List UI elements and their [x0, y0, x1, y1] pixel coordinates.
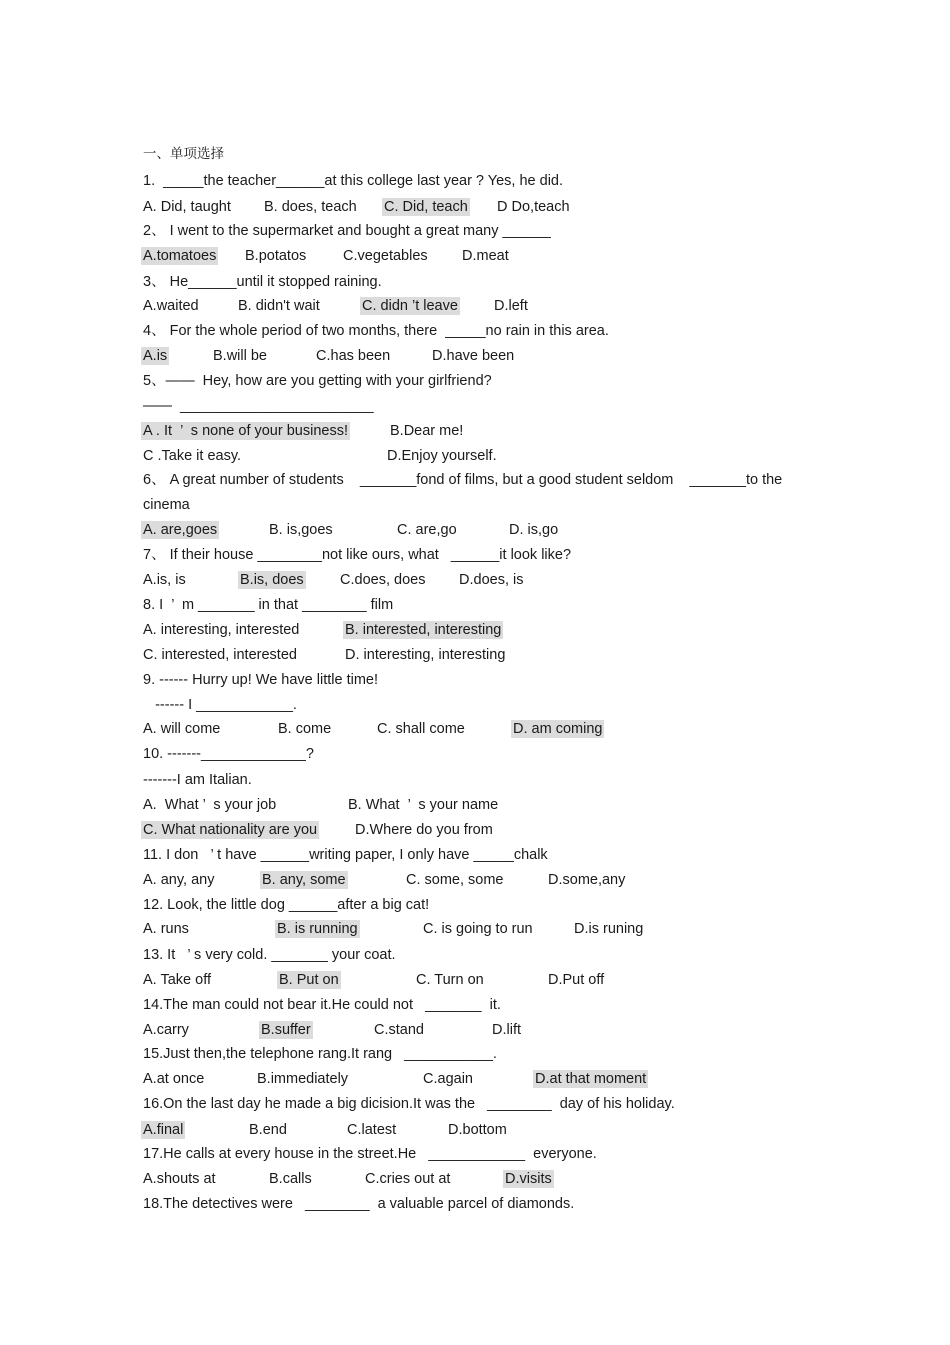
- q4-option-c: C.has been: [316, 348, 391, 364]
- q12-option-b-answer: B. is running: [277, 921, 358, 937]
- q14-option-a: A.carry: [143, 1022, 189, 1038]
- question-6-cont: cinema: [143, 497, 190, 513]
- q9-option-a: A. will come: [143, 721, 221, 737]
- q5-option-a-answer: A . It ’ s none of your business!: [143, 423, 348, 439]
- q9-option-c: C. shall come: [377, 721, 465, 737]
- q2-option-b: B.potatos: [245, 248, 307, 264]
- question-10: 10. -------_____________?: [143, 746, 314, 762]
- q2-option-a-answer: A.tomatoes: [143, 248, 217, 264]
- q3-option-a: A.waited: [143, 298, 199, 314]
- question-1: 1. _____the teacher______at this college last year ? Yes, he did.: [143, 173, 564, 189]
- q10-option-d: D.Where do you from: [355, 822, 493, 838]
- q17-option-b: B.calls: [269, 1171, 312, 1187]
- q8-option-c: C. interested, interested: [143, 647, 297, 663]
- question-18: 18.The detectives were ________ a valuable parcel of diamonds.: [143, 1196, 575, 1212]
- q4-option-d: D.have been: [432, 348, 515, 364]
- q10-option-b: B. What ’ s your name: [348, 797, 499, 813]
- question-13: 13. It ’ s very cold. _______ your coat.: [143, 947, 396, 963]
- q15-option-d-answer: D.at that moment: [535, 1071, 647, 1087]
- q16-option-a-answer: A.final: [143, 1122, 184, 1138]
- q3-option-d: D.left: [494, 298, 528, 314]
- question-3: 3、 He______until it stopped raining.: [143, 274, 382, 290]
- q15-option-a: A.at once: [143, 1071, 205, 1087]
- question-5-reply: —— ________________________: [143, 398, 374, 414]
- q14-option-b-answer: B.suffer: [261, 1022, 311, 1038]
- q11-option-d: D.some,any: [548, 872, 626, 888]
- q1-option-c-answer: C. Did, teach: [384, 199, 468, 215]
- q2-option-c: C.vegetables: [343, 248, 428, 264]
- q7-option-b-answer: B.is, does: [240, 572, 304, 588]
- q6-option-b: B. is,goes: [269, 522, 333, 538]
- q11-option-a: A. any, any: [143, 872, 215, 888]
- q6-option-d: D. is,go: [509, 522, 559, 538]
- q7-option-c: C.does, does: [340, 572, 426, 588]
- q2-option-d: D.meat: [462, 248, 509, 264]
- question-14: 14.The man could not bear it.He could not _______ it.: [143, 997, 501, 1013]
- q17-option-a: A.shouts at: [143, 1171, 216, 1187]
- q17-option-c: C.cries out at: [365, 1171, 451, 1187]
- question-12: 12. Look, the little dog ______after a big cat!: [143, 897, 430, 913]
- q10-option-a: A. What ’ s your job: [143, 797, 277, 813]
- q16-option-c: C.latest: [347, 1122, 397, 1138]
- q6-option-a-answer: A. are,goes: [143, 522, 218, 538]
- q8-option-d: D. interesting, interesting: [345, 647, 506, 663]
- q6-option-c: C. are,go: [397, 522, 457, 538]
- q4-option-a-answer: A.is: [143, 348, 168, 364]
- q3-option-c-answer: C. didn ’t leave: [362, 298, 458, 314]
- question-8: 8. I ’ m _______ in that ________ film: [143, 597, 394, 613]
- q1-option-b: B. does, teach: [264, 199, 357, 215]
- q17-option-d-answer: D.visits: [505, 1171, 552, 1187]
- q12-option-a: A. runs: [143, 921, 189, 937]
- question-4: 4、 For the whole period of two months, there _____no rain in this area.: [143, 323, 609, 339]
- q3-option-b: B. didn't wait: [238, 298, 320, 314]
- q16-option-d: D.bottom: [448, 1122, 507, 1138]
- q10-option-c-answer: C. What nationality are you: [143, 822, 318, 838]
- q4-option-b: B.will be: [213, 348, 267, 364]
- q11-option-b-answer: B. any, some: [262, 872, 346, 888]
- question-11: 11. I don ’ t have ______writing paper, I only have _____chalk: [143, 847, 548, 863]
- q15-option-b: B.immediately: [257, 1071, 349, 1087]
- question-9: 9. ------ Hurry up! We have little time!: [143, 672, 379, 688]
- question-6: 6、 A great number of students _______fond of films, but a good student seldom _______to the: [143, 472, 783, 488]
- question-2: 2、 I went to the supermarket and bought a great many ______: [143, 223, 551, 239]
- question-5: 5、—— Hey, how are you getting with your girlfriend?: [143, 373, 492, 389]
- q1-option-a: A. Did, taught: [143, 199, 231, 215]
- q11-option-c: C. some, some: [406, 872, 504, 888]
- q14-option-d: D.lift: [492, 1022, 521, 1038]
- q15-option-c: C.again: [423, 1071, 473, 1087]
- q7-option-d: D.does, is: [459, 572, 524, 588]
- q9-option-d-answer: D. am coming: [513, 721, 603, 737]
- q5-option-b: B.Dear me!: [390, 423, 464, 439]
- question-16: 16.On the last day he made a big dicision.It was the ________ day of his holiday.: [143, 1096, 675, 1112]
- q13-option-b-answer: B. Put on: [279, 972, 339, 988]
- section-title: 一、单项选择: [143, 146, 224, 162]
- q9-option-b: B. come: [278, 721, 332, 737]
- q7-option-a: A.is, is: [143, 572, 186, 588]
- question-17: 17.He calls at every house in the street.He ____________ everyone.: [143, 1146, 597, 1162]
- q13-option-c: C. Turn on: [416, 972, 484, 988]
- question-9-reply: ------ I ____________.: [143, 697, 297, 713]
- q12-option-c: C. is going to run: [423, 921, 533, 937]
- q1-option-d: D Do,teach: [497, 199, 570, 215]
- q5-option-c: C .Take it easy.: [143, 448, 242, 464]
- question-15: 15.Just then,the telephone rang.It rang ___________.: [143, 1046, 497, 1062]
- q14-option-c: C.stand: [374, 1022, 424, 1038]
- q12-option-d: D.is runing: [574, 921, 644, 937]
- q8-option-b-answer: B. interested, interesting: [345, 622, 502, 638]
- question-7: 7、 If their house ________not like ours, what ______it look like?: [143, 547, 572, 563]
- question-10-reply: -------I am Italian.: [143, 772, 252, 788]
- q16-option-b: B.end: [249, 1122, 287, 1138]
- q8-option-a: A. interesting, interested: [143, 622, 300, 638]
- q5-option-d: D.Enjoy yourself.: [387, 448, 497, 464]
- q13-option-d: D.Put off: [548, 972, 605, 988]
- q13-option-a: A. Take off: [143, 972, 211, 988]
